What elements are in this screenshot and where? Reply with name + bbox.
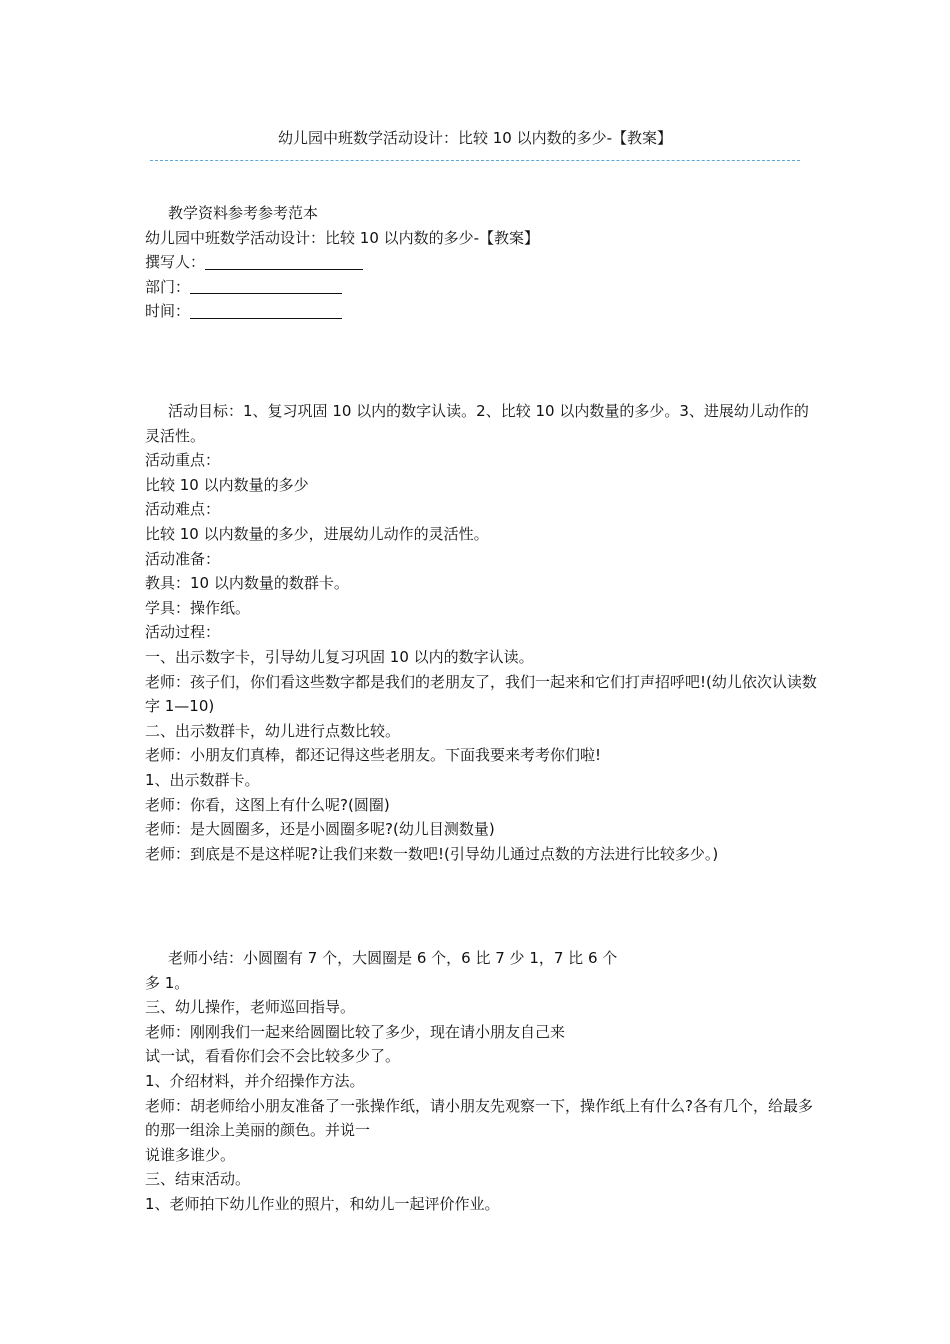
paragraph: 多 1。	[145, 973, 190, 992]
paragraph: 说谁多谁少。	[145, 1145, 236, 1164]
paragraph: 1、老师拍下幼儿作业的照片，和幼儿一起评价作业。	[145, 1194, 500, 1213]
cover-block	[145, 201, 817, 324]
paragraph: 三、结束活动。	[145, 1170, 251, 1189]
writer-line	[145, 250, 817, 275]
paragraph: 老师：刚刚我们一起来给圆圈比较了多少，现在请小朋友自己来	[145, 1022, 566, 1041]
paragraph: 老师：到底是不是这样呢?让我们来数一数吧!(引导幼儿通过点数的方法进行比较多少。)	[145, 844, 719, 863]
paragraph: 活动过程：	[145, 623, 221, 642]
writer-blank	[205, 253, 363, 270]
paragraph: 比较 10 以内数量的多少，进展幼儿动作的灵活性。	[145, 524, 489, 543]
paragraph: 老师小结：小圆圈有 7 个，大圆圈是 6 个，6 比 7 少 1，7 比 6 个	[168, 949, 618, 967]
paragraph: 一、出示数字卡，引导幼儿复习巩固 10 以内的数字认读。	[145, 647, 534, 666]
time-blank	[190, 302, 342, 319]
time-label: 时间：	[145, 302, 191, 321]
body-section-1	[145, 399, 817, 866]
paragraph: 老师：你看，这图上有什么呢?(圆圈)	[145, 795, 390, 814]
paragraph: 活动准备：	[145, 549, 221, 568]
cover-title: 幼儿园中班数学活动设计：比较 10 以内数的多少-【教案】	[145, 228, 540, 247]
paragraph: 1、出示数群卡。	[145, 770, 260, 789]
paragraph: 老师：孩子们，你们看这些数字都是我们的老朋友了，我们一起来和它们打声招呼吧!(幼儿依次认读数字 1—10)	[145, 672, 817, 716]
paragraph: 三、幼儿操作，老师巡回指导。	[145, 998, 356, 1017]
cover-subtitle: 教学资料参考参考范本	[168, 204, 319, 222]
page-header-title: 幼儿园中班数学活动设计：比较 10 以内数的多少-【教案】	[277, 129, 673, 147]
writer-label: 撰写人：	[145, 253, 206, 272]
department-line	[145, 275, 817, 300]
paragraph: 活动重点：	[145, 451, 221, 470]
paragraph: 比较 10 以内数量的多少	[145, 475, 309, 494]
paragraph: 试一试，看看你们会不会比较多少了。	[145, 1047, 401, 1066]
paragraph: 活动目标：1、复习巩固 10 以内的数字认读。2、比较 10 以内数量的多少。3、进展幼儿动作的灵活性。	[145, 402, 809, 445]
paragraph: 二、出示数群卡，幼儿进行点数比较。	[145, 721, 401, 740]
paragraph: 老师：胡老师给小朋友准备了一张操作纸，请小朋友先观察一下，操作纸上有什么?各有几个，给最多的那一组涂上美丽的颜色。并说一	[145, 1096, 813, 1140]
paragraph: 老师：小朋友们真棒，都还记得这些老朋友。下面我要来考考你们啦!	[145, 746, 602, 765]
header-divider	[150, 160, 800, 161]
paragraph: 1、介绍材料，并介绍操作方法。	[145, 1071, 365, 1090]
paragraph: 老师：是大圆圈多，还是小圆圈多呢?(幼儿目测数量)	[145, 820, 495, 839]
paragraph: 教具：10 以内数量的数群卡。	[145, 574, 349, 593]
time-line	[145, 299, 817, 324]
department-label: 部门：	[145, 277, 191, 296]
body-section-2	[145, 946, 817, 1217]
paragraph: 学具：操作纸。	[145, 598, 251, 617]
paragraph: 活动难点：	[145, 500, 221, 519]
department-blank	[190, 277, 342, 294]
